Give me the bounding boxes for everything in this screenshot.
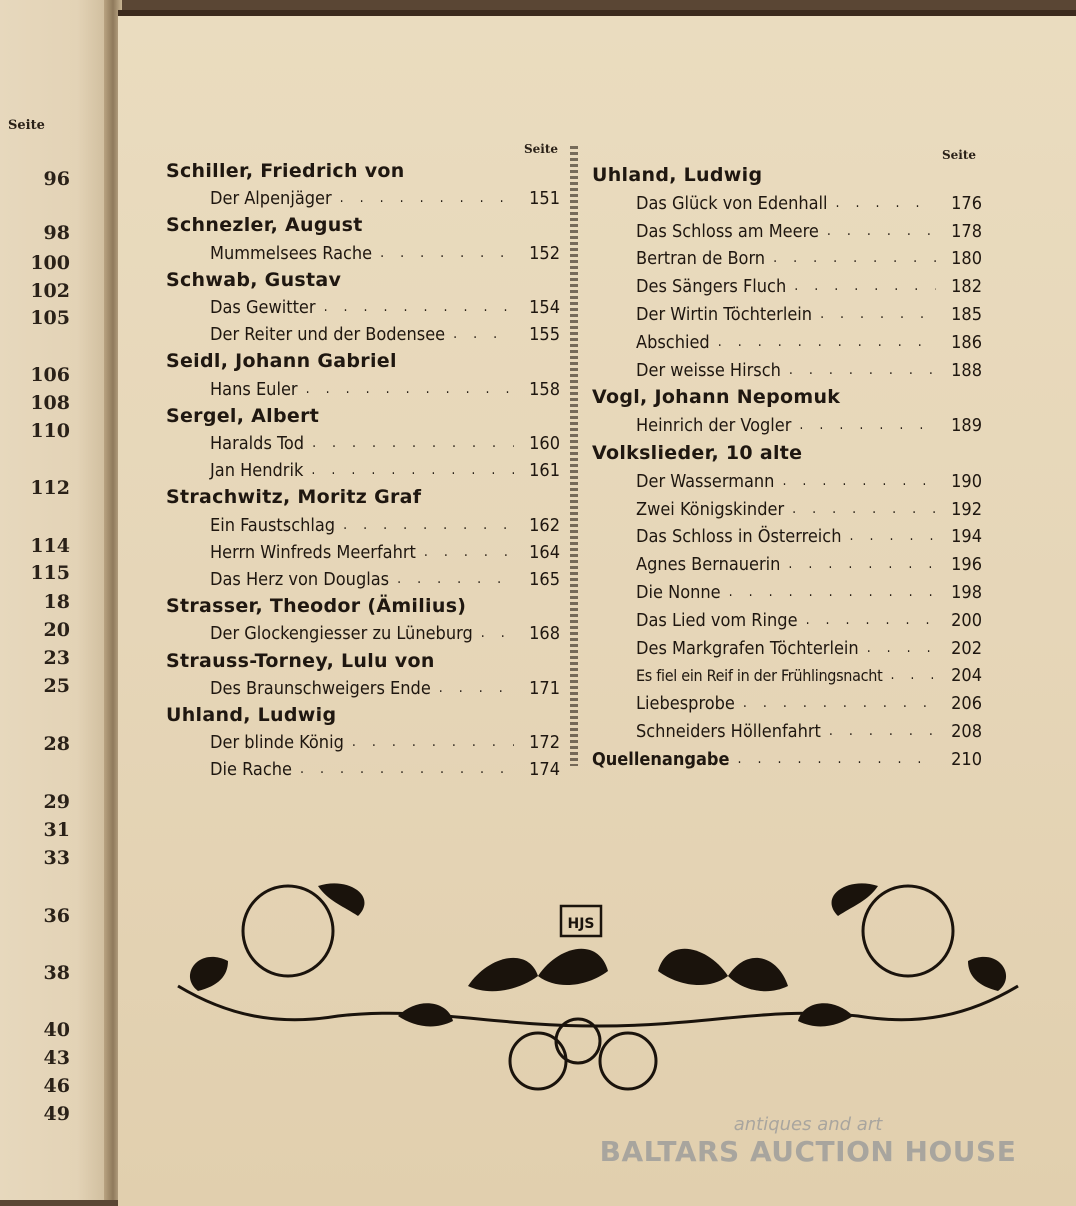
toc-entry-title: Haralds Tod [210,433,305,454]
left-page-seite-header: Seite [8,118,45,133]
toc-leader-dots [806,607,936,634]
toc-leader-dots [729,579,936,606]
left-page-number: 106 [30,364,70,386]
watermark-subtitle: antiques and art [733,1114,883,1135]
toc-entry-title: Heinrich der Vogler [636,415,792,437]
toc-leader-dots [312,430,514,457]
toc-entry-title: Der Reiter und der Bodensee [210,324,446,346]
left-page-number: 110 [30,420,70,442]
toc-entry-title: Quellenangabe [592,748,730,770]
toc-leader-dots [306,376,514,403]
toc-entry-title: Bertran de Born [636,248,766,270]
toc-page-number: 196 [951,554,982,576]
toc-entry-title: Schneiders Höllenfahrt [636,721,821,742]
toc-entry [166,321,560,348]
toc-author: Uhland, Ludwig [166,704,337,726]
toc-entry-title: Der Wirtin Töchterlein [636,304,813,325]
toc-entry-title: Mummelsees Rache [210,242,373,264]
toc-page-number: 190 [951,470,982,492]
toc-page-number: 192 [951,498,982,520]
toc-leader-dots [481,620,514,647]
toc-entry [166,539,560,566]
column-divider [570,146,578,766]
toc-page-number: 161 [529,460,560,482]
toc-entry [592,273,982,300]
toc-entry [592,635,982,662]
toc-entry [592,718,982,745]
left-page [0,0,110,1200]
toc-entry [592,329,982,356]
toc-page-number: 154 [529,297,560,318]
toc-page-number: 208 [951,721,982,742]
toc-leader-dots [300,756,514,783]
toc-page-number: 202 [951,637,982,659]
toc-entry [166,675,560,702]
toc-entry [592,468,982,495]
toc-entry-title: Die Rache [210,759,292,781]
toc-leader-dots [397,566,514,593]
toc-leader-dots [794,273,936,300]
toc-page-number: 174 [529,759,560,781]
toc-entry [166,240,560,267]
toc-entry-title: Herrn Winfreds Meerfahrt [210,541,416,563]
toc-page-number: 164 [529,541,560,563]
right-page [118,10,1076,1206]
toc-entry [592,690,982,717]
left-page-number: 23 [43,647,70,669]
toc-leader-dots [737,746,936,773]
toc-page-number: 165 [529,569,560,590]
toc-entry [592,357,982,384]
toc-entry [166,729,560,756]
toc-page-number: 198 [951,582,982,603]
left-page-number: 46 [43,1075,70,1097]
toc-leader-dots [827,218,936,245]
toc-entry-title: Das Schloss in Österreich [636,526,842,548]
toc-entry-title: Das Lied vom Ringe [636,609,798,631]
toc-entry [592,607,982,634]
floral-ornament [168,876,1028,1106]
toc-page-number: 182 [951,276,982,298]
toc-page-number: 200 [951,609,982,631]
toc-entry-title: Das Gewitter [210,297,316,318]
toc-entry-title: Der blinde König [210,732,344,754]
toc-entry-title: Es fiel ein Reif in der Frühlingsnacht [636,666,883,686]
toc-entry-title: Die Nonne [636,582,721,603]
toc-entry-title: Das Glück von Edenhall [636,192,828,214]
toc-entry-title: Der Wassermann [636,470,775,492]
left-page-number: 112 [30,477,70,499]
toc-entry [166,430,560,457]
left-page-number: 49 [43,1103,70,1125]
left-page-number: 114 [30,535,70,557]
left-page-number: 96 [43,168,70,190]
left-page-number: 40 [43,1019,70,1041]
toc-leader-dots [789,357,936,384]
toc-leader-dots [352,729,514,756]
toc-leader-dots [799,412,936,439]
left-page-number: 98 [43,222,70,244]
toc-author: Schiller, Friedrich von [166,160,405,182]
toc-entry [592,412,982,439]
left-column-seite-header: Seite [524,142,559,156]
toc-entry-title: Hans Euler [210,378,298,400]
toc-author: Strachwitz, Moritz Graf [166,486,422,509]
left-page-number: 43 [43,1047,70,1069]
left-page-number: 102 [30,280,70,302]
watermark-title: BALTARS AUCTION HOUSE [599,1135,1017,1168]
toc-leader-dots [718,329,936,356]
toc-entry [166,294,560,321]
toc-author: Sergel, Albert [166,404,320,427]
toc-author: Vogl, Johann Nepomuk [592,386,841,409]
toc-entry [166,620,560,647]
toc-author: Strasser, Theodor (Ämilius) [166,595,467,618]
toc-entry-title: Ein Faustschlag [210,514,336,536]
toc-entry [166,185,560,212]
toc-entry [592,523,982,550]
toc-entry-title: Jan Hendrik [210,460,304,482]
toc-entry [592,301,982,328]
toc-author: Volkslieder, 10 alte [592,442,803,464]
left-page-number: 20 [43,619,70,641]
toc-page-number: 178 [951,220,982,242]
left-page-number: 18 [43,591,70,613]
left-page-number: 29 [43,791,70,813]
toc-entry [166,376,560,403]
toc-leader-dots [743,690,936,717]
toc-entry [592,245,982,272]
toc-page-number: 152 [529,242,560,264]
toc-leader-dots [788,551,936,578]
toc-entry [166,756,560,783]
toc-page-number: 206 [951,693,982,715]
left-page-number: 28 [43,733,70,755]
left-page-number: 115 [30,562,70,584]
toc-page-number: 188 [951,359,982,381]
toc-author: Schnezler, August [166,214,363,237]
toc-entry-title: Des Sängers Fluch [636,276,787,298]
toc-entry [166,457,560,484]
toc-page-number: 210 [951,748,982,770]
toc-leader-dots [380,240,514,267]
toc-leader-dots [439,675,514,702]
toc-page-number: 180 [951,248,982,270]
toc-entry-title: Abschied [636,331,710,353]
left-page-number: 31 [43,819,70,841]
toc-entry [592,579,982,606]
watermark [598,1114,1018,1168]
toc-entry [592,551,982,578]
toc-page-number: 160 [529,433,560,454]
toc-entry-title: Liebesprobe [636,693,735,715]
toc-leader-dots [867,635,936,662]
toc-page-number: 172 [529,732,560,754]
toc-leader-dots [890,662,936,689]
toc-page-number: 158 [529,378,560,400]
toc-page-number: 176 [951,192,982,214]
toc-entry [166,566,560,593]
toc-leader-dots [343,512,514,539]
toc-leader-dots [782,468,936,495]
toc-entry [592,218,982,245]
toc-leader-dots [340,185,514,212]
left-page-number: 33 [43,847,70,869]
toc-page-number: 189 [951,415,982,437]
left-page-number: 38 [43,962,70,984]
left-page-number: 36 [43,905,70,927]
toc-page-number: 168 [529,623,560,645]
toc-entry-title: Des Markgrafen Töchterlein [636,637,859,659]
toc-entry-title: Der Glockengiesser zu Lüneburg [210,623,473,645]
toc-leader-dots [849,523,936,550]
toc-leader-dots [453,321,514,348]
left-page-number: 25 [43,675,70,697]
toc-entry-title: Agnes Bernauerin [636,554,781,576]
toc-entry-title: Zwei Königskinder [636,498,785,520]
left-page-number: 108 [30,392,70,414]
toc-quellenangabe [592,746,982,773]
toc-leader-dots [836,190,936,217]
toc-entry-title: Der weisse Hirsch [636,359,781,381]
toc-page-number: 162 [529,514,560,536]
toc-entry-title: Des Braunschweigers Ende [210,677,431,699]
right-column-seite-header: Seite [942,148,977,162]
toc-page-number: 151 [529,188,560,210]
toc-entry [592,496,982,523]
monogram-text: HJS [567,916,595,932]
toc-author: Schwab, Gustav [166,268,342,291]
toc-entry-title: Das Herz von Douglas [210,569,390,590]
toc-page-number: 204 [951,665,982,687]
toc-leader-dots [311,457,514,484]
toc-leader-dots [820,301,936,328]
toc-page-number: 194 [951,526,982,548]
toc-entry [592,190,982,217]
left-page-number: 105 [30,307,70,329]
toc-leader-dots [424,539,514,566]
toc-leader-dots [324,294,514,321]
toc-leader-dots [773,245,936,272]
toc-entry [592,662,982,689]
toc-entry [166,512,560,539]
toc-leader-dots [829,718,936,745]
left-page-number: 100 [30,252,70,274]
toc-author: Strauss-Torney, Lulu von [166,649,435,672]
toc-page-number: 186 [951,331,982,353]
toc-entry-title: Das Schloss am Meere [636,220,819,242]
toc-author: Uhland, Ludwig [592,164,763,186]
toc-leader-dots [792,496,936,523]
toc-author: Seidl, Johann Gabriel [166,350,397,373]
toc-page-number: 171 [529,677,560,699]
toc-page-number: 185 [951,304,982,325]
toc-page-number: 155 [529,324,560,346]
toc-entry-title: Der Alpenjäger [210,188,332,210]
